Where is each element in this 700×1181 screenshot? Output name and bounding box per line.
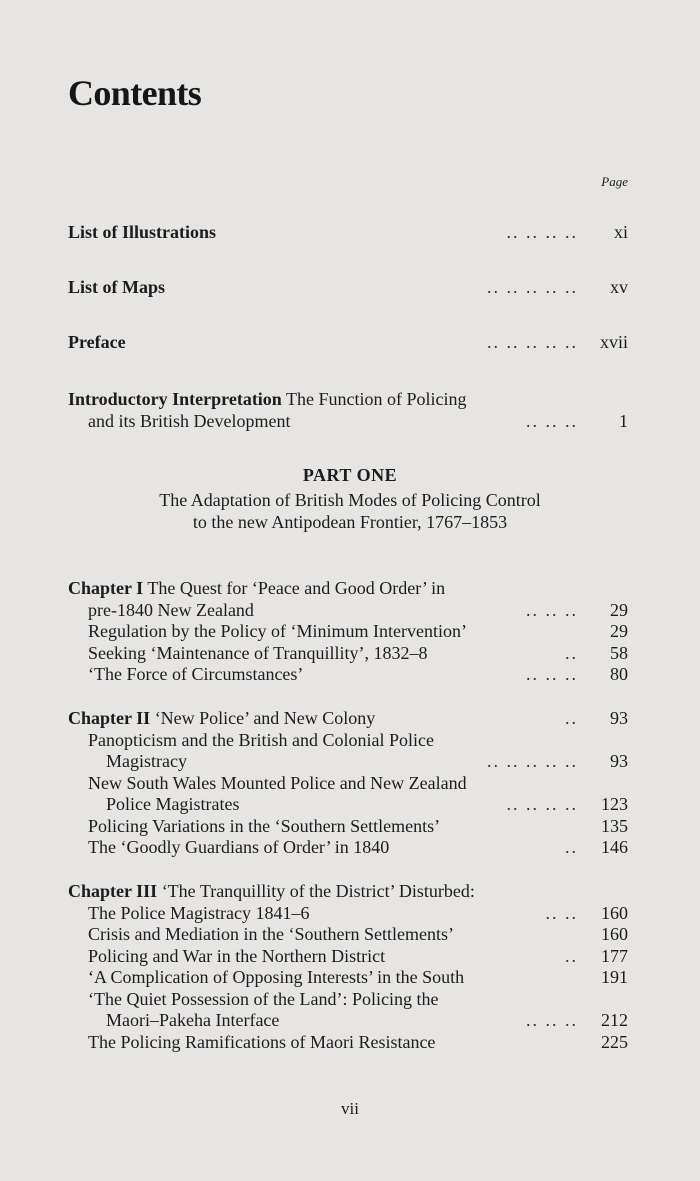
entry-label-continued: and its British Development (88, 410, 291, 431)
page-number: 146 (601, 837, 628, 857)
leader-dots: .. .. .. .. .. (487, 277, 578, 297)
chapter-title-continued: The Police Magistracy 1841–6 (88, 902, 310, 923)
chapter-number: Chapter II (68, 708, 151, 728)
part-one-heading (60, 464, 640, 533)
page-number: 160 (601, 924, 628, 944)
page-number: 177 (601, 945, 628, 966)
leader-dots: .. .. .. .. (506, 794, 578, 814)
section-entry[interactable] (68, 621, 628, 643)
section-label: The Policing Ramifications of Maori Resistance (88, 1031, 436, 1052)
page-title: Contents (68, 73, 202, 113)
section-label: ‘The Quiet Possession of the Land’: Policing the (88, 988, 439, 1009)
section-entry[interactable] (68, 643, 628, 665)
section-entry[interactable] (68, 967, 628, 989)
leader-dots: .. .. .. (526, 664, 578, 684)
section-label: Regulation by the Policy of ‘Minimum Intervention’ (88, 621, 467, 641)
part-subtitle-line-1: The Adaptation of British Modes of Policing Control (159, 490, 541, 510)
section-entry[interactable] (68, 664, 628, 686)
section-label: ‘The Force of Circumstances’ (88, 664, 304, 684)
toc-entry-illustrations[interactable] (68, 222, 628, 244)
toc-chapter-3[interactable] (68, 881, 628, 1053)
chapter-number: Chapter III (68, 881, 158, 901)
section-label: Policing Variations in the ‘Southern Settlements’ (88, 815, 441, 836)
leader-dots: .. (565, 837, 578, 857)
entry-label: Preface (68, 332, 126, 352)
entry-label: List of Maps (68, 277, 166, 297)
leader-dots: .. (565, 708, 578, 728)
page-number: 58 (610, 642, 628, 663)
section-entry[interactable] (68, 730, 628, 752)
page-number: xvii (599, 332, 628, 352)
page-number: xi (613, 222, 628, 242)
page-number: 191 (601, 967, 628, 987)
leader-dots: .. .. .. .. (506, 222, 578, 242)
chapter-title: ‘New Police’ and New Colony (150, 708, 376, 728)
page-number: 225 (601, 1031, 628, 1052)
leader-dots: .. .. .. .. .. (487, 751, 578, 771)
page-column-label: Page (601, 174, 628, 189)
section-label: Police Magistrates (106, 794, 240, 814)
section-entry[interactable] (68, 989, 628, 1011)
entry-label: List of Illustrations (68, 222, 217, 242)
page-number: 29 (610, 621, 628, 641)
toc-chapter-2[interactable] (68, 708, 628, 859)
leader-dots: .. .. .. (526, 599, 578, 620)
page-number: 29 (610, 599, 628, 620)
section-label: New South Wales Mounted Police and New Zealand (88, 772, 467, 793)
chapter-number: Chapter I (68, 578, 144, 598)
section-label: The ‘Goodly Guardians of Order’ in 1840 (88, 837, 390, 857)
part-subtitle-line-2: to the new Antipodean Frontier, 1767–1853 (192, 512, 508, 532)
section-entry[interactable] (68, 924, 628, 946)
leader-dots: .. .. .. (526, 1010, 578, 1030)
page-number: xv (610, 277, 628, 297)
page-number: 93 (610, 708, 628, 728)
section-label: Panopticism and the British and Colonial Police (88, 729, 434, 750)
section-entry-continued[interactable] (68, 751, 628, 773)
chapter-title: ‘The Tranquillity of the District’ Disturbed: (157, 881, 475, 901)
page-number: 160 (601, 902, 628, 923)
page-number: 123 (601, 794, 628, 814)
section-entry-continued[interactable] (68, 1010, 628, 1032)
chapter-title: The Quest for ‘Peace and Good Order’ in (143, 578, 446, 598)
section-label: Maori–Pakeha Interface (106, 1010, 280, 1030)
section-label: Magistracy (106, 751, 187, 771)
toc-entry-introductory[interactable] (68, 389, 628, 432)
leader-dots: .. (565, 642, 578, 663)
section-label: ‘A Complication of Opposing Interests’ in the South (88, 967, 465, 987)
section-entry[interactable] (68, 816, 628, 838)
chapter-title-continued: pre-1840 New Zealand (88, 599, 254, 620)
part-title: PART ONE (302, 465, 398, 485)
section-entry[interactable] (68, 946, 628, 968)
section-label: Policing and War in the Northern District (88, 945, 386, 966)
leader-dots: .. (565, 945, 578, 966)
section-entry[interactable] (68, 773, 628, 795)
section-label: Seeking ‘Maintenance of Tranquillity’, 1832–8 (88, 642, 428, 663)
leader-dots: .. .. .. (526, 410, 578, 431)
entry-label-bold: Introductory Interpretation (68, 389, 282, 409)
page-number: 93 (610, 751, 628, 771)
leader-dots: .. .. (545, 902, 578, 923)
toc-entry-preface[interactable] (68, 332, 628, 354)
toc-chapter-1[interactable] (68, 578, 628, 686)
page-number: 80 (610, 664, 628, 684)
page-number: 1 (619, 410, 628, 431)
section-entry[interactable] (68, 1032, 628, 1054)
entry-label: The Function of Policing (281, 389, 467, 409)
leader-dots: .. .. .. .. .. (487, 332, 578, 352)
page-number: 212 (601, 1010, 628, 1030)
toc-entry-maps[interactable] (68, 277, 628, 299)
section-label: Crisis and Mediation in the ‘Southern Settlements’ (88, 924, 454, 944)
section-entry[interactable] (68, 837, 628, 859)
folio-page-number: vii (341, 1099, 359, 1118)
page-number: 135 (601, 815, 628, 836)
section-entry-continued[interactable] (68, 794, 628, 816)
